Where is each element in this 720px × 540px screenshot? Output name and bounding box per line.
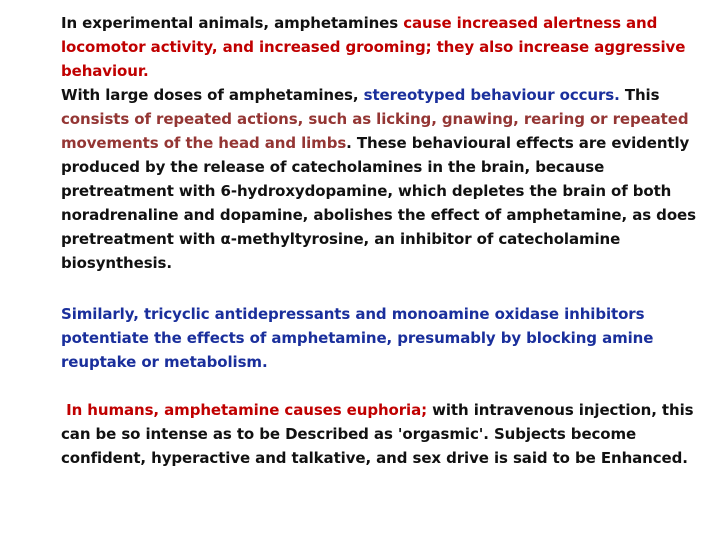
text-this: This xyxy=(619,86,660,104)
text-repeated-actions: consists of repeated actions, such as licking, gnawing, rearing or repeated movements of the head and limbs xyxy=(61,110,689,152)
text-large-doses: With large doses of amphetamines, xyxy=(61,86,364,104)
paragraph-human-effects xyxy=(61,398,701,470)
text-intravenous-effects: with intravenous injection, this can be so intense as to be Described as 'orgasmic'. Subjects become confident, hyperactive and talkative, and sex drive is said to be Enhanced. xyxy=(61,401,694,467)
paragraph-potentiation xyxy=(61,302,701,374)
text-alertness-effects: cause increased alertness and locomotor activity, and increased grooming; they also increase aggressive behaviour. xyxy=(61,14,686,80)
paragraph-stimulant-effects xyxy=(61,11,701,275)
text-tricyclic-potentiation: Similarly, tricyclic antidepressants and monoamine oxidase inhibitors potentiate the effects of amphetamine, presumably by blocking amine reuptake or metabolism. xyxy=(61,305,654,371)
text-catecholamine-release: . These behavioural effects are evidently produced by the release of catecholamines in the brain, because pretreatment with 6-hydroxydopamine, which depletes the brain of both noradrenaline and dopamine, abolishes the effect of amphetamine, as does pretreatment with α-methyltyrosine, an inhibitor of catecholamine biosynthesis. xyxy=(61,134,696,272)
text-stereotyped-behaviour: stereotyped behaviour occurs. xyxy=(363,86,620,104)
text-intro: In experimental animals, amphetamines xyxy=(61,14,404,32)
text-euphoria: In humans, amphetamine causes euphoria; xyxy=(66,401,428,419)
